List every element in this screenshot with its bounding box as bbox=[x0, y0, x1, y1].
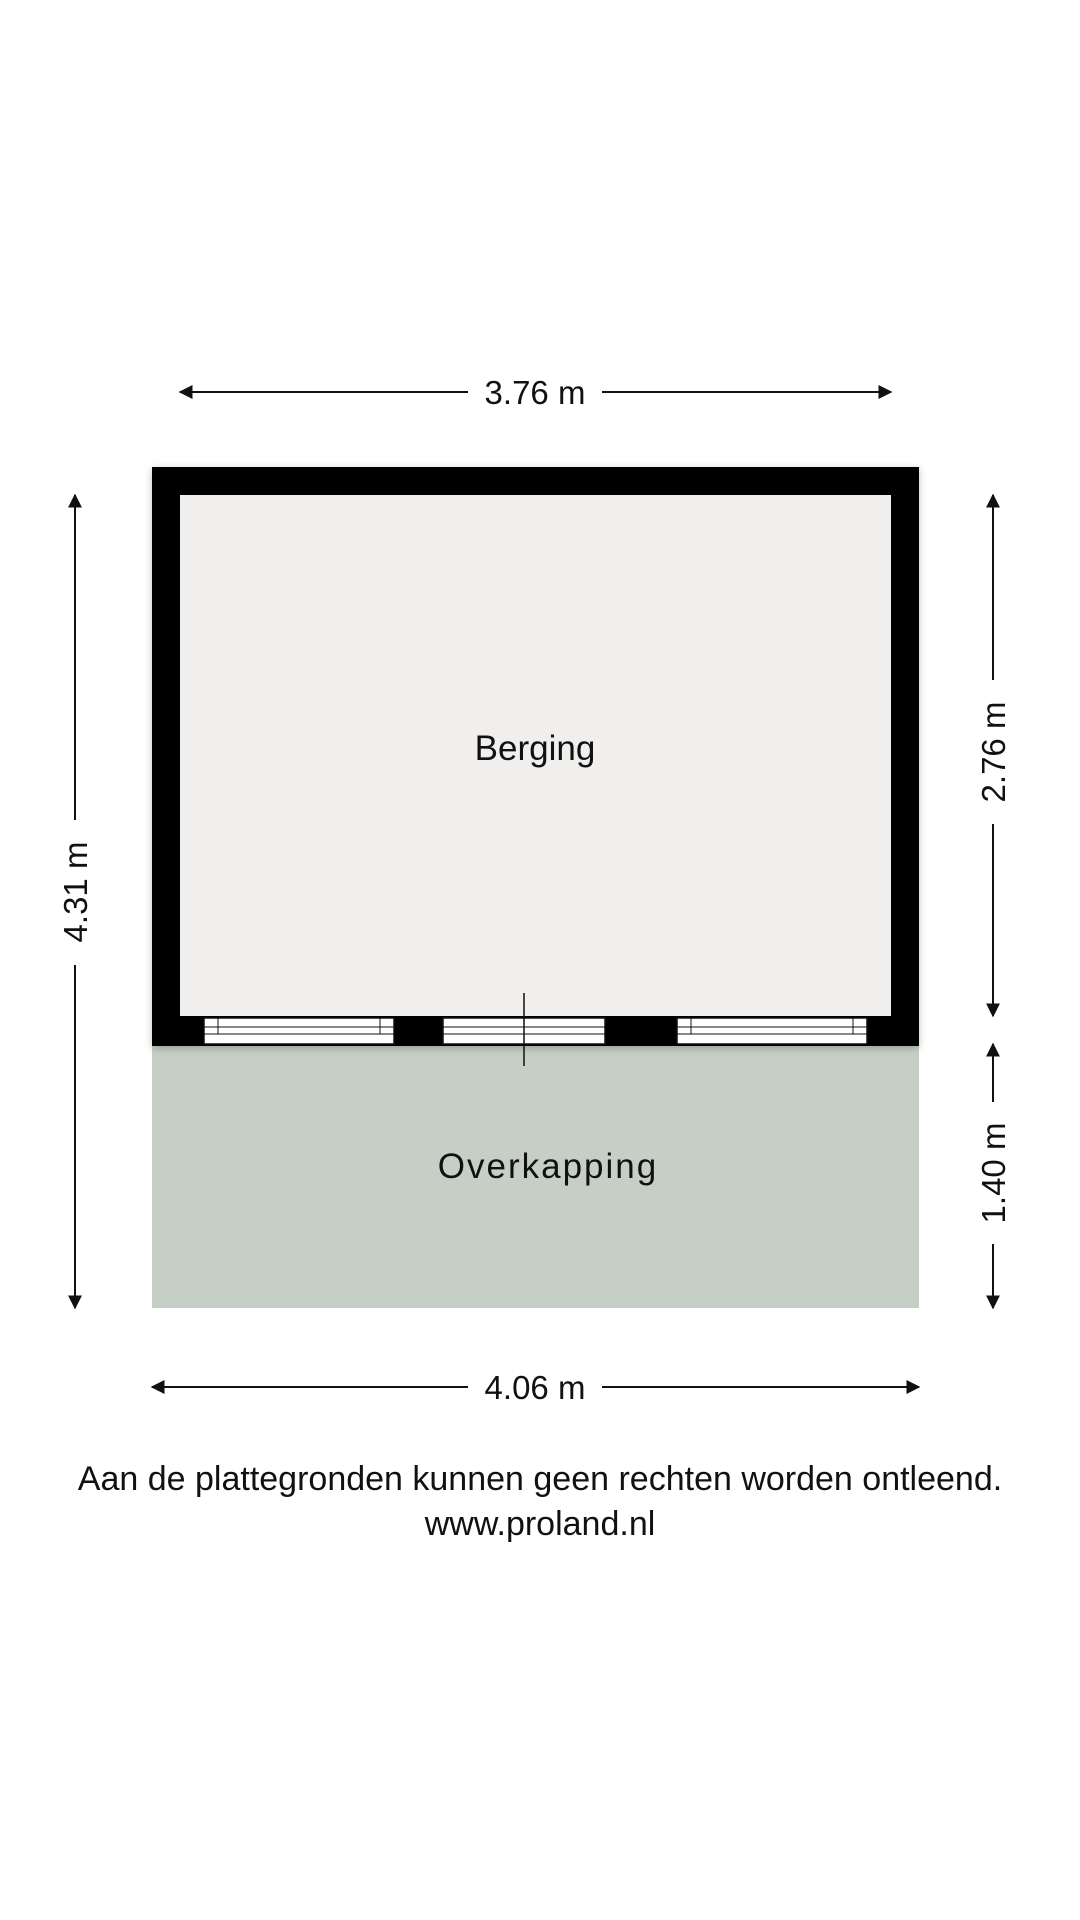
dimension-right-lower-label: 1.40 m bbox=[975, 1122, 1012, 1224]
dimension-left-label: 4.31 m bbox=[57, 841, 94, 943]
dimension-top-width bbox=[180, 374, 891, 411]
dimension-bottom-label: 4.06 m bbox=[484, 1369, 586, 1406]
website-text: www.proland.nl bbox=[424, 1505, 656, 1543]
disclaimer-text: Aan de plattegronden kunnen geen rechten worden ontleend. bbox=[77, 1460, 1003, 1498]
window-left bbox=[204, 1018, 394, 1044]
dimension-right-upper bbox=[975, 495, 1012, 1016]
dimension-right-lower bbox=[975, 1044, 1012, 1308]
dimension-right-upper-label: 2.76 m bbox=[975, 701, 1012, 803]
dimension-left-height bbox=[57, 495, 94, 1308]
dimension-top-label: 3.76 m bbox=[484, 374, 586, 411]
dimension-bottom-width bbox=[152, 1369, 919, 1406]
window-right bbox=[677, 1018, 867, 1044]
room-label-berging: Berging bbox=[474, 729, 596, 768]
room-label-overkapping: Overkapping bbox=[437, 1147, 659, 1186]
